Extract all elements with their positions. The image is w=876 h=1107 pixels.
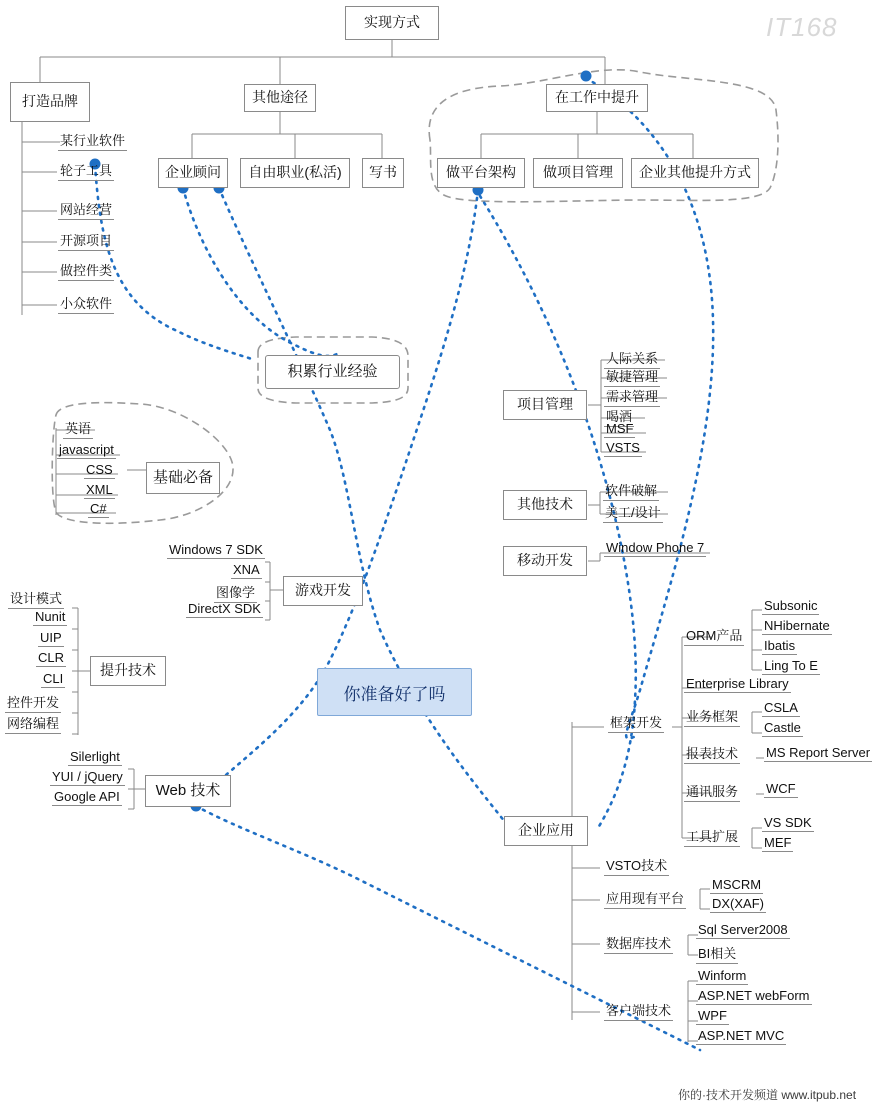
leaf-basic-3[interactable]: XML: [86, 482, 113, 497]
leaf-brand-1[interactable]: 轮子工具: [58, 160, 114, 181]
leaf-upgrade-3[interactable]: CLR: [38, 650, 65, 665]
leaf-ent-3-item-3[interactable]: ASP.NET MVC: [698, 1028, 785, 1043]
node-root[interactable]: 实现方式: [345, 6, 439, 40]
node-upgrade-tech[interactable]: 提升技术: [90, 656, 166, 686]
footer-credit: 你的·技术开发频道 www.itpub.net: [678, 1088, 857, 1102]
leaf-pm-1[interactable]: 敏捷管理: [604, 366, 660, 387]
leaf-pm-4[interactable]: MSF: [606, 421, 634, 436]
leaf-brand-4[interactable]: 做控件类: [58, 260, 114, 281]
leaf-frame-0-item-2[interactable]: Ibatis: [764, 638, 796, 653]
node-enterprise-app[interactable]: 企业应用: [504, 816, 588, 846]
leaf-frame-group-5[interactable]: 工具扩展: [684, 826, 740, 847]
node-basic[interactable]: 基础必备: [146, 462, 220, 494]
leaf-basic-0[interactable]: 英语: [63, 418, 93, 439]
leaf-ent-group-2[interactable]: 数据库技术: [604, 933, 673, 954]
node-promote-in-work[interactable]: 在工作中提升: [546, 84, 648, 112]
node-promote-child-0[interactable]: 做平台架构: [437, 158, 525, 188]
leaf-upgrade-0[interactable]: 设计模式: [8, 588, 64, 609]
leaf-ent-3-item-1[interactable]: ASP.NET webForm: [698, 988, 810, 1003]
leaf-upgrade-5[interactable]: 控件开发: [5, 692, 61, 713]
leaf-pm-3[interactable]: 喝酒: [604, 406, 634, 427]
node-mobile[interactable]: 移动开发: [503, 546, 587, 576]
node-web-tech[interactable]: Web 技术: [145, 775, 231, 807]
node-center-question[interactable]: 你准备好了吗: [317, 668, 472, 716]
node-game-dev[interactable]: 游戏开发: [283, 576, 363, 606]
leaf-frame-5-item-0[interactable]: VS SDK: [764, 815, 812, 830]
leaf-ent-3-item-2[interactable]: WPF: [698, 1008, 727, 1023]
leaf-basic-1[interactable]: javascript: [59, 442, 114, 457]
leaf-frame-5-item-1[interactable]: MEF: [764, 835, 792, 850]
leaf-brand-3[interactable]: 开源项目: [58, 230, 114, 251]
leaf-ent-group-1[interactable]: 应用现有平台: [604, 888, 686, 909]
node-experience[interactable]: 积累行业经验: [265, 355, 400, 389]
leaf-ent-1-item-1[interactable]: DX(XAF): [712, 896, 764, 911]
leaf-ent-group-0[interactable]: VSTO技术: [604, 855, 669, 876]
leaf-mobile-0[interactable]: Window Phone 7: [606, 540, 705, 555]
leaf-frame-4-item-0[interactable]: WCF: [766, 781, 796, 796]
leaf-frame-group-4[interactable]: 通讯服务: [684, 781, 740, 802]
leaf-frame-group-0[interactable]: ORM产品: [684, 625, 744, 646]
leaf-ent-2-item-0[interactable]: Sql Server2008: [698, 922, 788, 937]
node-other-paths-child-2[interactable]: 写书: [362, 158, 404, 188]
leaf-frame-2-item-1[interactable]: Castle: [764, 720, 801, 735]
leaf-frame-2-item-0[interactable]: CSLA: [764, 700, 798, 715]
leaf-game-1[interactable]: XNA: [233, 562, 260, 577]
leaf-game-0[interactable]: Windows 7 SDK: [169, 542, 263, 557]
leaf-brand-5[interactable]: 小众软件: [58, 293, 114, 314]
leaf-web-0[interactable]: Silerlight: [70, 749, 120, 764]
leaf-ent-1-item-0[interactable]: MSCRM: [712, 877, 762, 892]
leaf-game-2[interactable]: 图像学: [214, 582, 257, 603]
leaf-ent-3-item-0[interactable]: Winform: [698, 968, 747, 983]
leaf-frame-0-item-1[interactable]: NHibernate: [764, 618, 830, 633]
leaf-brand-0[interactable]: 某行业软件: [58, 130, 127, 151]
node-other-paths-child-1[interactable]: 自由职业(私活): [240, 158, 350, 188]
leaf-ent-2-item-1[interactable]: BI相关: [696, 943, 738, 964]
leaf-basic-4[interactable]: C#: [90, 501, 107, 516]
leaf-pm-5[interactable]: VSTS: [606, 440, 640, 455]
leaf-frame-group-3[interactable]: 报表技术: [684, 743, 740, 764]
node-project-management[interactable]: 项目管理: [503, 390, 587, 420]
watermark-logo: IT168: [766, 12, 838, 42]
leaf-web-2[interactable]: Google API: [54, 789, 120, 804]
leaf-upgrade-4[interactable]: CLI: [43, 671, 64, 686]
node-brand[interactable]: 打造品牌: [10, 82, 90, 122]
leaf-web-1[interactable]: YUI / jQuery: [52, 769, 123, 784]
leaf-frame-0-item-3[interactable]: Ling To E: [764, 658, 818, 673]
leaf-basic-2[interactable]: CSS: [86, 462, 113, 477]
node-promote-child-1[interactable]: 做项目管理: [533, 158, 623, 188]
leaf-frame-group-1[interactable]: Enterprise Library: [686, 676, 789, 691]
leaf-upgrade-6[interactable]: 网络编程: [5, 713, 61, 734]
node-other-tech[interactable]: 其他技术: [503, 490, 587, 520]
node-promote-child-2[interactable]: 企业其他提升方式: [631, 158, 759, 188]
leaf-ent-group-3[interactable]: 客户端技术: [604, 1000, 673, 1021]
leaf-game-3[interactable]: DirectX SDK: [188, 601, 261, 616]
leaf-pm-2[interactable]: 需求管理: [604, 386, 660, 407]
leaf-frame-0-item-0[interactable]: Subsonic: [764, 598, 818, 613]
node-framework-dev[interactable]: 框架开发: [608, 712, 664, 733]
leaf-upgrade-2[interactable]: UIP: [40, 630, 62, 645]
node-other-paths[interactable]: 其他途径: [244, 84, 316, 112]
leaf-brand-2[interactable]: 网站经营: [58, 199, 114, 220]
node-other-paths-child-0[interactable]: 企业顾问: [158, 158, 228, 188]
leaf-pm-0[interactable]: 人际关系: [604, 348, 660, 369]
leaf-othertech-1[interactable]: 美工/设计: [603, 502, 663, 523]
leaf-frame-group-2[interactable]: 业务框架: [684, 706, 740, 727]
leaf-frame-3-item-0[interactable]: MS Report Server: [766, 745, 871, 760]
leaf-upgrade-1[interactable]: Nunit: [35, 609, 66, 624]
leaf-othertech-0[interactable]: 软件破解: [603, 480, 659, 501]
